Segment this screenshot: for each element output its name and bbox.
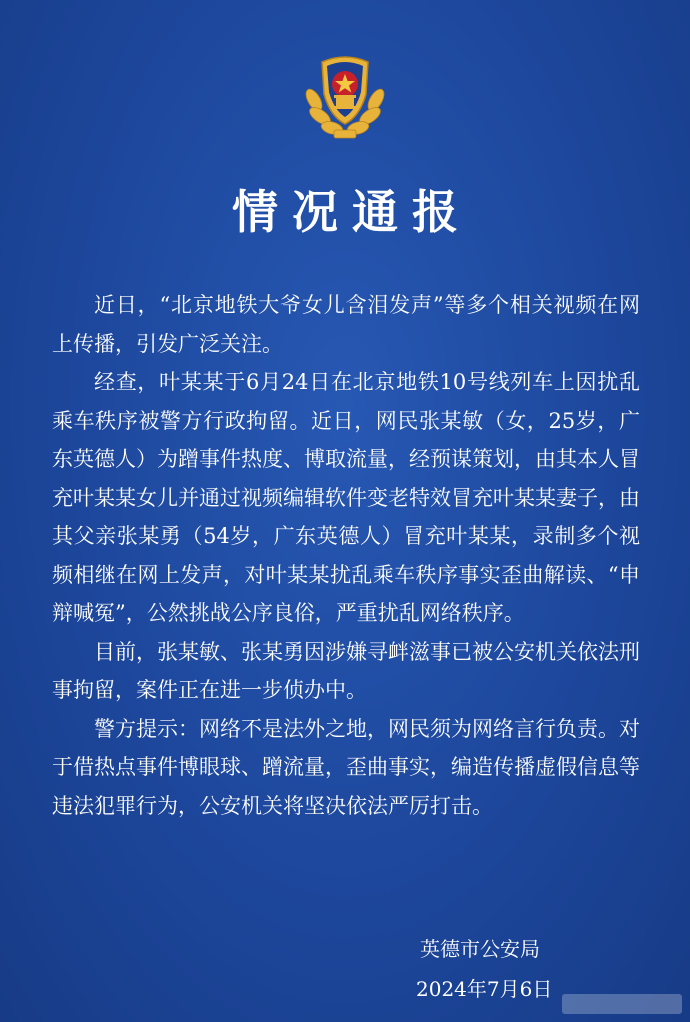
paragraph-current-status: 目前，张某敏、张某勇因涉嫌寻衅滋事已被公安机关依法刑事拘留，案件正在进一步侦办中。	[52, 639, 640, 702]
police-emblem-icon	[300, 50, 390, 140]
issue-date: 2024年7月6日	[416, 977, 553, 1001]
notice-body	[52, 286, 640, 825]
watermark	[562, 994, 682, 1014]
paragraph-investigation: 经查，叶某某于6月24日在北京地铁10号线列车上因扰乱乘车秩序被警方行政拘留。近日，网民张某敏（女，25岁，广东英德人）为蹭事件热度、博取流量，经预谋策划，由其本人冒充叶某某女儿并通过视频编辑软件变老特效冒充叶某某妻子，由其父亲张某勇（54岁，广东英德人）冒充叶某某，录制多个视频相继在网上发声，对叶某某扰乱乘车秩序事实歪曲解读、“申辩喊冤”，公然挑战公序良俗，严重扰乱网络秩序。	[52, 370, 640, 625]
notice-title: 情况通报	[232, 185, 472, 239]
paragraph-police-warning: 警方提示：网络不是法外之地，网民须为网络言行负责。对于借热点事件博眼球、蹭流量，歪曲事实，编造传播虚假信息等违法犯罪行为，公安机关将坚决依法严厉打击。	[52, 716, 640, 818]
issuer-name: 英德市公安局	[420, 937, 540, 961]
paragraph-intro: 近日，“北京地铁大爷女儿含泪发声”等多个相关视频在网上传播，引发广泛关注。	[52, 293, 640, 356]
